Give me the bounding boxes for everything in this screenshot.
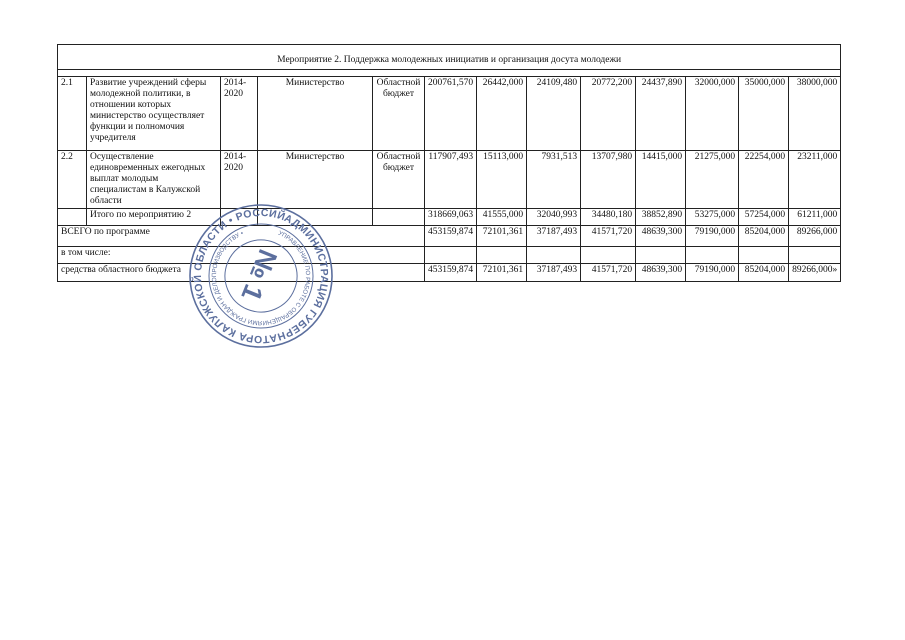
value-cell: 318669,063 xyxy=(425,209,477,226)
official-stamp xyxy=(188,203,334,349)
value-cell: 41571,720 xyxy=(581,226,636,247)
stamp-number: № 1 xyxy=(235,245,283,306)
row-source: Областной бюджет xyxy=(373,77,425,151)
value-cell: 13707,980 xyxy=(581,151,636,209)
value-cell: 32000,000 xyxy=(686,77,739,151)
value-cell: 79190,000 xyxy=(686,264,739,282)
row-source: Областной бюджет xyxy=(373,151,425,209)
value-cell: 24437,890 xyxy=(636,77,686,151)
value-cell: 85204,000 xyxy=(739,226,789,247)
including-label: в том числе: xyxy=(58,247,425,264)
value-cell: 53275,000 xyxy=(686,209,739,226)
row-years: 2014-2020 xyxy=(221,77,258,151)
value-cell: 453159,874 xyxy=(425,264,477,282)
row-name: Развитие учреждений сферы молодежной политики, в отношении которых министерство осуществляет функции и полномочия учредителя xyxy=(87,77,221,151)
value-cell: 48639,300 xyxy=(636,264,686,282)
regional-budget-row xyxy=(58,264,841,282)
stamp-outer-text: АДМИНИСТРАЦИЯ ГУБЕРНАТОРА КАЛУЖСКОЙ ОБЛАСТИ • РОССИЙСКАЯ xyxy=(191,206,331,346)
value-cell: 32040,993 xyxy=(527,209,581,226)
value-cell: 72101,361 xyxy=(477,264,527,282)
value-cell: 41571,720 xyxy=(581,264,636,282)
row-name: Осуществление единовременных ежегодных выплат молодым специалистам в Калужской области xyxy=(87,151,221,209)
budget-table xyxy=(57,44,841,282)
spacer-row xyxy=(58,70,841,77)
value-cell: 7931,513 xyxy=(527,151,581,209)
value-cell: 21275,000 xyxy=(686,151,739,209)
value-cell: 24109,480 xyxy=(527,77,581,151)
value-cell: 89266,000» xyxy=(789,264,841,282)
value-cell: 85204,000 xyxy=(739,264,789,282)
row-executor: Министерство xyxy=(258,77,373,151)
value-cell: 89266,000 xyxy=(789,226,841,247)
value-cell: 15113,000 xyxy=(477,151,527,209)
measure-header: Мероприятие 2. Поддержка молодежных инициатив и организация досута молодежи xyxy=(58,45,841,70)
value-cell: 38000,000 xyxy=(789,77,841,151)
value-cell: 48639,300 xyxy=(636,226,686,247)
including-row xyxy=(58,247,841,264)
row-number: 2.2 xyxy=(58,151,87,209)
total-label: ВСЕГО по программе xyxy=(58,226,425,247)
subtotal-row xyxy=(58,209,841,226)
value-cell: 14415,000 xyxy=(636,151,686,209)
value-cell: 117907,493 xyxy=(425,151,477,209)
value-cell: 453159,874 xyxy=(425,226,477,247)
table-row xyxy=(58,151,841,209)
table-row xyxy=(58,77,841,151)
regional-label: средства областного бюджета xyxy=(58,264,425,282)
value-cell: 200761,570 xyxy=(425,77,477,151)
value-cell: 61211,000 xyxy=(789,209,841,226)
total-row xyxy=(58,226,841,247)
row-executor: Министерство xyxy=(258,151,373,209)
table-header-row xyxy=(58,45,841,70)
value-cell: 37187,493 xyxy=(527,226,581,247)
value-cell: 26442,000 xyxy=(477,77,527,151)
subtotal-label: Итого по мероприятию 2 xyxy=(87,209,221,226)
row-number: 2.1 xyxy=(58,77,87,151)
value-cell: 38852,890 xyxy=(636,209,686,226)
value-cell: 35000,000 xyxy=(739,77,789,151)
value-cell: 34480,180 xyxy=(581,209,636,226)
value-cell: 23211,000 xyxy=(789,151,841,209)
row-years: 2014-2020 xyxy=(221,151,258,209)
value-cell: 22254,000 xyxy=(739,151,789,209)
value-cell: 57254,000 xyxy=(739,209,789,226)
value-cell: 20772,200 xyxy=(581,77,636,151)
stamp-inner-text: УПРАВЛЕНИЕ ПО РАБОТЕ С ОБРАЩЕНИЯМИ ГРАЖДАН И ДЕЛОПРОИЗВОДСТВУ • xyxy=(210,229,312,327)
value-cell: 41555,000 xyxy=(477,209,527,226)
value-cell: 72101,361 xyxy=(477,226,527,247)
value-cell: 37187,493 xyxy=(527,264,581,282)
value-cell: 79190,000 xyxy=(686,226,739,247)
